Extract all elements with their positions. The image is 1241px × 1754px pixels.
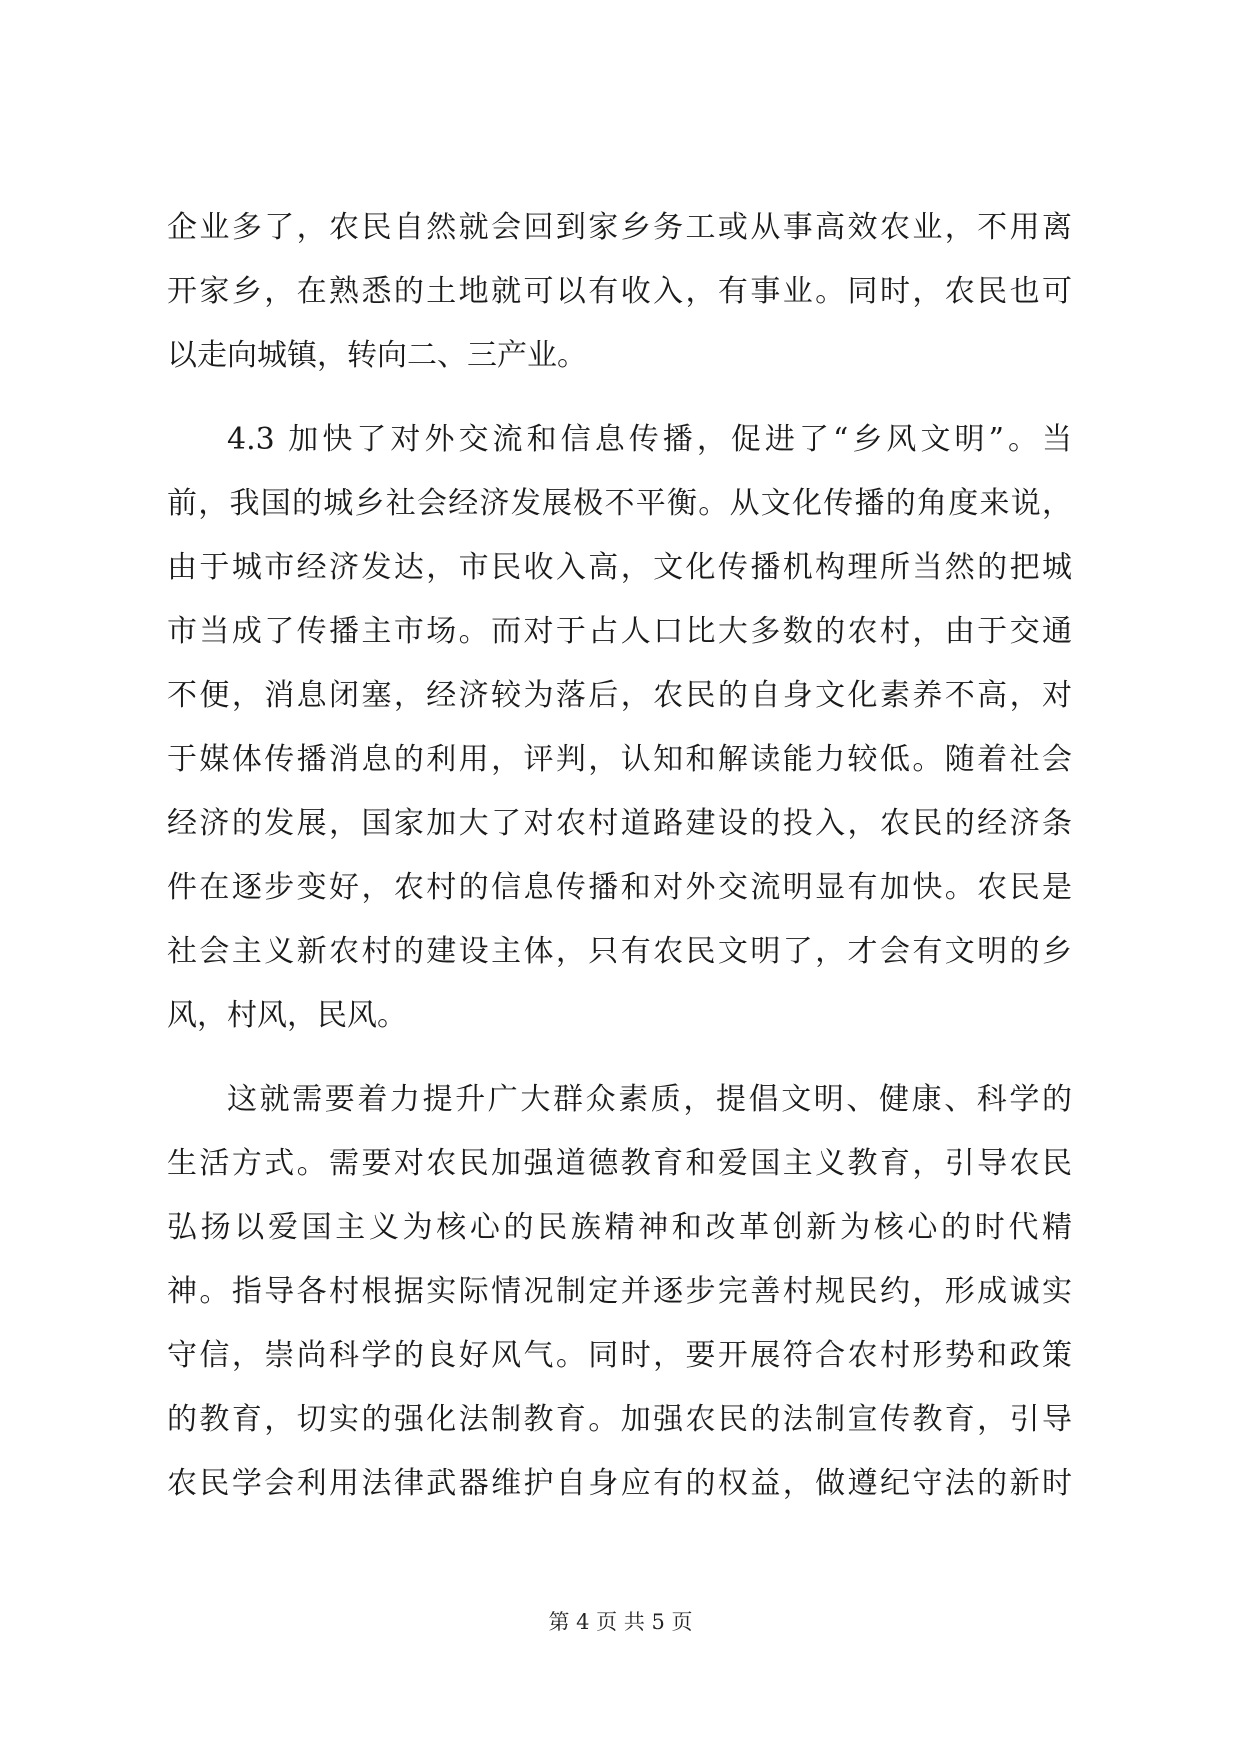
text-line: 4.3 加快了对外交流和信息传播，促进了“乡风文明”。当: [227, 422, 1072, 457]
text-line: 市当成了传播主市场。而对于占人口比大多数的农村，由于交通: [167, 614, 1072, 649]
text-line: 社会主义新农村的建设主体，只有农民文明了，才会有文明的乡: [167, 934, 1072, 969]
text-line: 前，我国的城乡社会经济发展极不平衡。从文化传播的角度来说，: [167, 486, 1072, 521]
text-line: 这就需要着力提升广大群众素质，提倡文明、健康、科学的: [227, 1082, 1072, 1117]
text-line: 企业多了，农民自然就会回到家乡务工或从事高效农业，不用离: [167, 210, 1072, 245]
text-line: 生活方式。需要对农民加强道德教育和爱国主义教育，引导农民: [167, 1146, 1072, 1181]
text-line: 弘扬以爱国主义为核心的民族精神和改革创新为核心的时代精: [167, 1210, 1072, 1245]
text-line: 开家乡，在熟悉的土地就可以有收入，有事业。同时，农民也可: [167, 274, 1072, 309]
text-line: 由于城市经济发达，市民收入高，文化传播机构理所当然的把城: [167, 550, 1072, 585]
text-line: 守信，崇尚科学的良好风气。同时，要开展符合农村形势和政策: [167, 1338, 1072, 1373]
text-line: 神。指导各村根据实际情况制定并逐步完善村规民约，形成诚实: [167, 1274, 1072, 1309]
text-line: 风，村风，民风。: [167, 998, 407, 1033]
text-line: 的教育，切实的强化法制教育。加强农民的法制宣传教育，引导: [167, 1402, 1072, 1437]
text-line: 农民学会利用法律武器维护自身应有的权益，做遵纪守法的新时: [167, 1466, 1072, 1501]
text-line: 不便，消息闭塞，经济较为落后，农民的自身文化素养不高，对: [167, 678, 1072, 713]
text-line: 于媒体传播消息的利用，评判，认知和解读能力较低。随着社会: [167, 742, 1072, 777]
text-line: 经济的发展，国家加大了对农村道路建设的投入，农民的经济条: [167, 806, 1072, 841]
text-line: 件在逐步变好，农村的信息传播和对外交流明显有加快。农民是: [167, 870, 1072, 905]
text-line: 以走向城镇，转向二、三产业。: [167, 338, 587, 373]
page-number-footer: 第 4 页 共 5 页: [548, 1610, 693, 1634]
